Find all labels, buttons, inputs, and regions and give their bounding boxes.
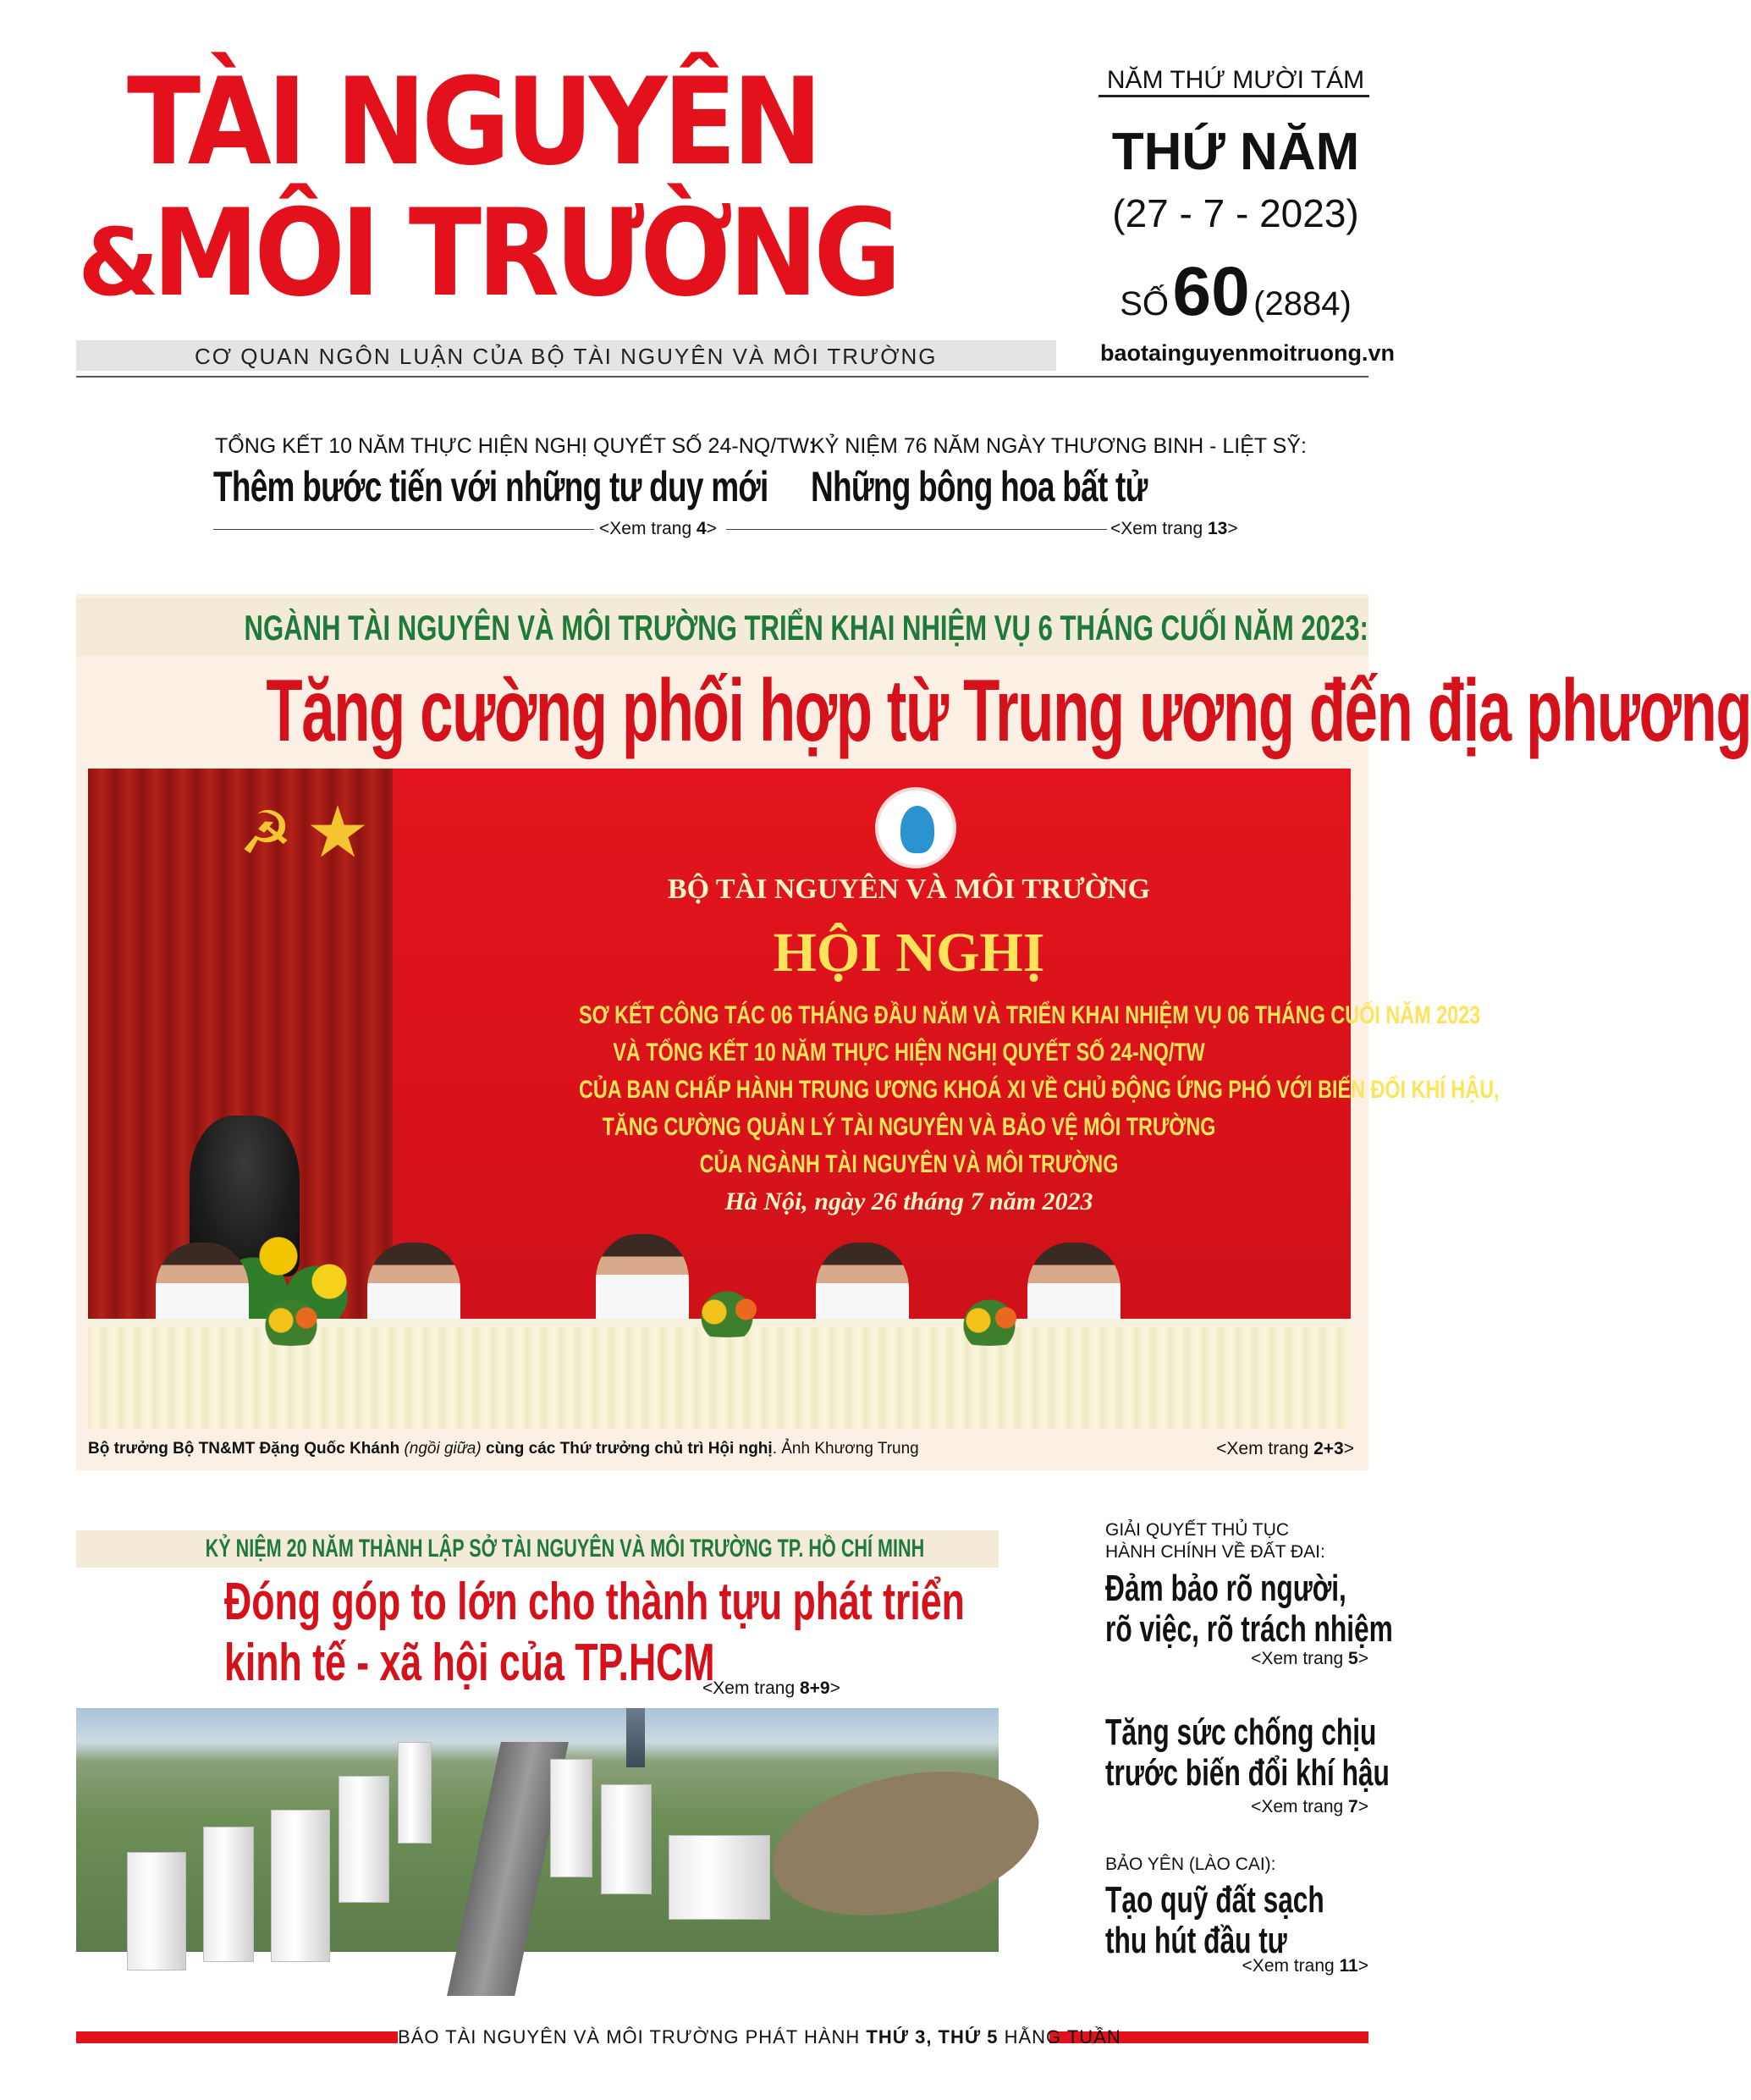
banner-date: Hà Nội, ngày 26 tháng 7 năm 2023 bbox=[724, 1188, 1093, 1215]
publication-year: NĂM THỨ MƯỜI TÁM bbox=[1106, 66, 1365, 94]
banner-title: HỘI NGHỊ bbox=[773, 922, 1045, 984]
apartment-tower bbox=[601, 1784, 652, 1894]
hammer-sickle-icon: ☭ bbox=[239, 800, 293, 866]
teaser-kicker: KỶ NIỆM 76 NĂM NGÀY THƯƠNG BINH - LIỆT SỸ: bbox=[811, 434, 1307, 458]
issue-serial: (2884) bbox=[1253, 285, 1352, 322]
issue-label: SỐ bbox=[1120, 285, 1170, 322]
teaser-page-link[interactable]: <Xem trang 4> bbox=[599, 519, 717, 538]
ministry-logo bbox=[875, 787, 956, 868]
apartment-tower bbox=[550, 1759, 592, 1877]
year-divider bbox=[1099, 95, 1369, 97]
sidebar-headline[interactable]: Tạo quỹ đất sạch bbox=[1105, 1879, 1324, 1921]
sidebar-headline[interactable]: trước biến đổi khí hậu bbox=[1105, 1752, 1390, 1794]
table-bouquet bbox=[240, 1295, 342, 1346]
hcm-story-page-link[interactable]: <Xem trang 8+9> bbox=[702, 1678, 840, 1698]
sidebar-kicker: GIẢI QUYẾT THỦ TỤC bbox=[1105, 1520, 1290, 1540]
sidebar-headline[interactable]: thu hút đầu tư bbox=[1105, 1920, 1287, 1961]
day-of-week: THỨ NĂM bbox=[1111, 123, 1360, 181]
masthead-divider bbox=[76, 376, 1368, 378]
low-rise-block bbox=[669, 1835, 770, 1920]
banner-ministry: BỘ TÀI NGUYÊN VÀ MÔI TRƯỜNG bbox=[667, 874, 1151, 905]
apartment-tower bbox=[203, 1827, 254, 1962]
photo-caption: Bộ trưởng Bộ TN&MT Đặng Quốc Khánh (ngồi giữa) cùng các Thứ trưởng chủ trì Hội nghị. Ảnh Khương Trung bbox=[88, 1440, 919, 1458]
sidebar-headline[interactable]: Tăng sức chống chịu bbox=[1105, 1711, 1377, 1753]
apartment-tower bbox=[339, 1776, 389, 1903]
star-icon: ★ bbox=[306, 792, 370, 872]
masthead-title-line1: TÀI NGUYÊN bbox=[127, 52, 818, 192]
teaser-rule bbox=[726, 529, 1107, 530]
table-bouquet bbox=[664, 1287, 790, 1337]
banner-line: TĂNG CƯỜNG QUẢN LÝ TÀI NGUYÊN VÀ BẢO VỆ MÔI TRƯỜNG bbox=[602, 1113, 1216, 1141]
main-story-photo[interactable] bbox=[88, 769, 1500, 1429]
main-story-page-link[interactable]: <Xem trang 2+3> bbox=[1216, 1439, 1354, 1458]
banner-line: CỦA NGÀNH TÀI NGUYÊN VÀ MÔI TRƯỜNG bbox=[699, 1150, 1119, 1178]
landmark-tower bbox=[626, 1708, 645, 1767]
banner-line: CỦA BAN CHẤP HÀNH TRUNG ƯƠNG KHOÁ XI VỀ CHỦ ĐỘNG ỨNG PHÓ VỚI BIẾN ĐỔI KHÍ HẬU, bbox=[579, 1076, 1500, 1104]
footer-publication-schedule: BÁO TÀI NGUYÊN VÀ MÔI TRƯỜNG PHÁT HÀNH THỨ 3, THỨ 5 HẰNG TUẦN bbox=[398, 2026, 1121, 2048]
river bbox=[759, 1749, 1052, 1937]
teaser-rule bbox=[213, 529, 594, 530]
tagline: CƠ QUAN NGÔN LUẬN CỦA BỘ TÀI NGUYÊN VÀ MÔI TRƯỜNG bbox=[195, 344, 938, 369]
issue-number-block bbox=[1100, 254, 1371, 330]
ministry-logo-emblem bbox=[900, 806, 934, 853]
main-story-headline[interactable]: Tăng cường phối hợp từ Trung ương đến địa phương bbox=[266, 662, 1751, 760]
apartment-tower bbox=[271, 1810, 330, 1962]
issue-date: (27 - 7 - 2023) bbox=[1112, 191, 1359, 235]
hcm-city-photo[interactable] bbox=[76, 1708, 999, 1952]
hcm-story-headline[interactable]: kinh tế - xã hội của TP.HCM bbox=[224, 1634, 715, 1692]
sidebar-headline[interactable]: Đảm bảo rõ người, bbox=[1105, 1568, 1346, 1609]
sidebar-kicker: BẢO YÊN (LÀO CAI): bbox=[1105, 1855, 1276, 1874]
teaser-headline[interactable]: Những bông hoa bất tử bbox=[811, 463, 1148, 510]
main-story-kicker: NGÀNH TÀI NGUYÊN VÀ MÔI TRƯỜNG TRIỂN KHAI NHIỆM VỤ 6 THÁNG CUỐI NĂM 2023: bbox=[244, 608, 1368, 648]
masthead-title-line2: MÔI TRƯỜNG bbox=[152, 184, 897, 323]
masthead-ampersand: & bbox=[78, 208, 159, 317]
website-link[interactable]: baotainguyenmoitruong.vn bbox=[1100, 340, 1395, 366]
table-bouquet bbox=[934, 1295, 1044, 1346]
apartment-tower bbox=[398, 1742, 432, 1844]
apartment-tower bbox=[127, 1852, 186, 1970]
sidebar-kicker: HÀNH CHÍNH VỀ ĐẤT ĐAI: bbox=[1105, 1542, 1325, 1562]
teaser-kicker: TỔNG KẾT 10 NĂM THỰC HIỆN NGHỊ QUYẾT SỐ 24-NQ/TW: bbox=[215, 434, 815, 458]
teaser-page-link[interactable]: <Xem trang 13> bbox=[1110, 519, 1238, 538]
sidebar-page-link[interactable]: <Xem trang 7> bbox=[1251, 1797, 1368, 1816]
issue-number: 60 bbox=[1172, 253, 1250, 330]
footer-bar-left bbox=[76, 2031, 398, 2043]
teaser-headline[interactable]: Thêm bước tiến với những tư duy mới bbox=[213, 463, 768, 510]
sidebar-page-link[interactable]: <Xem trang 11> bbox=[1242, 1956, 1368, 1976]
banner-line: SƠ KẾT CÔNG TÁC 06 THÁNG ĐẦU NĂM VÀ TRIỂN KHAI NHIỆM VỤ 06 THÁNG CUỐI NĂM 2023 bbox=[579, 1001, 1481, 1029]
sidebar-page-link[interactable]: <Xem trang 5> bbox=[1251, 1649, 1368, 1668]
hcm-story-kicker: KỶ NIỆM 20 NĂM THÀNH LẬP SỞ TÀI NGUYÊN VÀ MÔI TRƯỜNG TP. HỒ CHÍ MINH bbox=[205, 1535, 925, 1563]
banner-line: VÀ TỔNG KẾT 10 NĂM THỰC HIỆN NGHỊ QUYẾT SỐ 24-NQ/TW bbox=[613, 1039, 1205, 1067]
sidebar-headline[interactable]: rõ việc, rõ trách nhiệm bbox=[1105, 1608, 1393, 1650]
hcm-story-headline[interactable]: Đóng góp to lớn cho thành tựu phát triển bbox=[224, 1573, 965, 1631]
